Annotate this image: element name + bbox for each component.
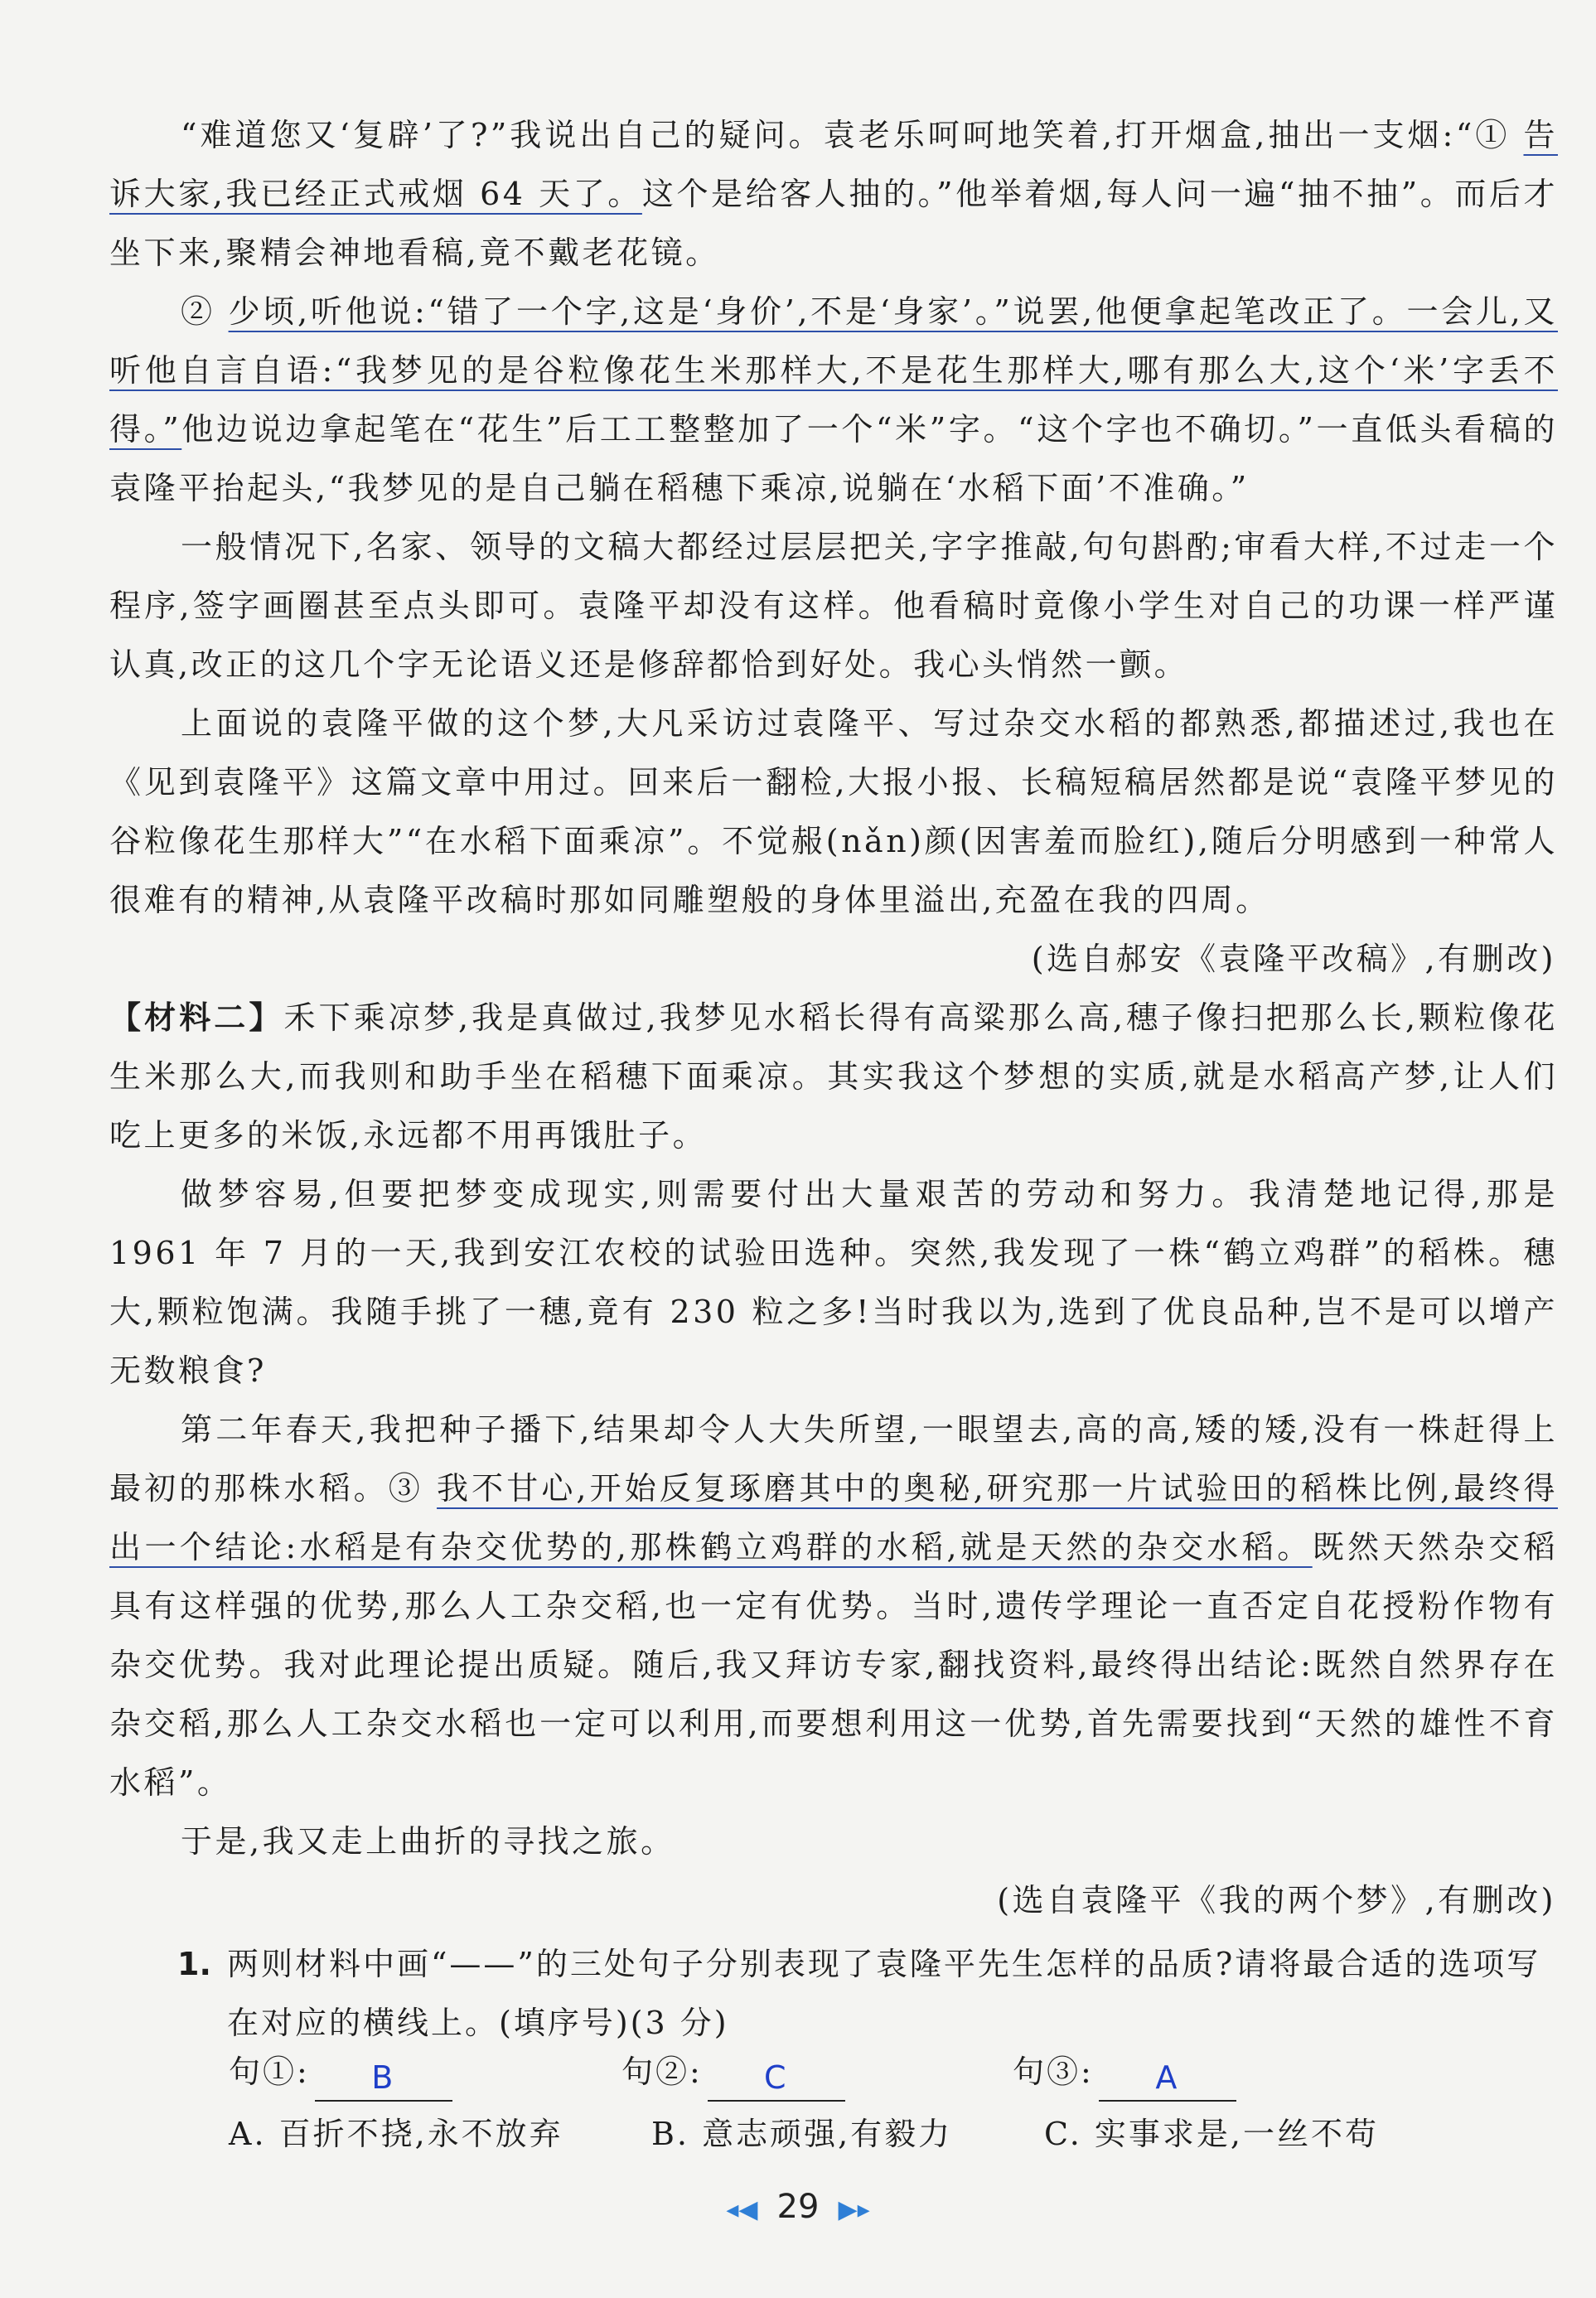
- text-span: 这个是给客人抽的。”他举着烟,每人问一遍“抽不抽”。而后才坐下来,聚精会神地看稿,竟不戴老花镜。: [109, 176, 1558, 271]
- answer-label: 句②:: [621, 2054, 703, 2090]
- answer-label: 句①:: [229, 2054, 310, 2090]
- next-page-arrow-icon[interactable]: ▶▸: [838, 2195, 870, 2224]
- prev-page-arrow-icon[interactable]: ◂◀: [726, 2195, 758, 2224]
- text-span: 禾下乘凉梦,我是真做过,我梦见水稻长得有高粱那么高,穗子像扫把那么长,颗粒像花生米那么大,而我则和助手坐在稻穗下面乘凉。其实我这个梦想的实质,就是水稻高产梦,让人们吃上更多的米饭,永远都不用再饿肚子。: [109, 999, 1558, 1154]
- material-2-paragraph-4: 于是,我又走上曲折的寻找之旅。: [181, 1823, 675, 1860]
- answer-item-1: [229, 2043, 452, 2102]
- material-label: 【材料二】: [109, 999, 284, 1036]
- option-b: B. 意志顽强,有毅力: [651, 2116, 953, 2152]
- options-row: [229, 2105, 1555, 2171]
- underlined-sentence-1: 告诉大家,我已经正式戒烟 64 天了。: [109, 117, 1558, 212]
- option-a: A. 百折不挠,永不放弃: [229, 2116, 563, 2152]
- page-footer: [0, 2188, 1596, 2238]
- answer-item-3: [1013, 2043, 1236, 2102]
- underlined-sentence-3: 我不甘心,开始反复琢磨其中的奥秘,研究那一片试验田的稻株比例,最终得出一个结论:水稻是有杂交优势的,那株鹤立鸡群的水稻,就是天然的杂交水稻。: [109, 1470, 1558, 1565]
- source-citation-2: (选自袁隆平《我的两个梦》,有删改): [997, 1882, 1556, 1918]
- paragraph-1: [109, 106, 1558, 283]
- source-citation-1: (选自郝安《袁隆平改稿》,有删改): [1031, 941, 1556, 977]
- question-text: 两则材料中画“——”的三处句子分别表现了袁隆平先生怎样的品质?请将最合适的选项写在对应的横线上。(填序号)(3 分): [227, 1946, 1541, 2041]
- material-2-paragraph-2: 做梦容易,但要把梦变成现实,则需要付出大量艰苦的劳动和努力。我清楚地记得,那是 1961 年 7 月的一天,我到安江农校的试验田选种。突然,我发现了一株“鹤立鸡群”的稻株。穗大,颗粒饱满。我随手挑了一穗,竟有 230 粒之多!当时我以为,选到了优良品种,岂不是可以增产无数粮食?: [109, 1176, 1558, 1389]
- answer-label: 句③:: [1013, 2054, 1094, 2090]
- paragraph-3: 一般情况下,名家、领导的文稿大都经过层层把关,字字推敲,句句斟酌;审看大样,不过走一个程序,签字画圈甚至点头即可。袁隆平却没有这样。他看稿时竟像小学生对自己的功课一样严谨认真,改正的这几个字无论语义还是修辞都恰到好处。我心头悄然一颤。: [109, 529, 1558, 683]
- material-2-paragraph-1: [109, 989, 1558, 1165]
- text-span: “难道您又‘复辟’了?”我说出自己的疑问。袁老乐呵呵地笑着,打开烟盒,抽出一支烟:“①: [181, 117, 1524, 153]
- paragraph-2: [109, 283, 1558, 518]
- answer-row: [229, 2043, 1555, 2109]
- answer-blank-1[interactable]: B: [315, 2055, 452, 2102]
- paragraph-4: 上面说的袁隆平做的这个梦,大凡采访过袁隆平、写过杂交水稻的都熟悉,都描述过,我也在《见到袁隆平》这篇文章中用过。回来后一翻检,大报小报、长稿短稿居然都是说“袁隆平梦见的谷粒像花生那样大”“在水稻下面乘凉”。不觉赧(nǎn)颜(因害羞而脸红),随后分明感到一种常人很难有的精神,从袁隆平改稿时那如同雕塑般的身体里溢出,充盈在我的四周。: [109, 705, 1558, 918]
- underlined-sentence-2: 少顷,听他说:“错了一个字,这是‘身价’,不是‘身家’。”说罢,他便拿起笔改正了。一会儿,又听他自言自语:“我梦见的是谷粒像花生米那样大,不是花生那样大,哪有那么大,这个‘米’字丢不得。”: [109, 293, 1558, 448]
- option-c: C. 实事求是,一丝不苟: [1044, 2116, 1379, 2152]
- text-span: ②: [181, 293, 229, 330]
- material-2-paragraph-3: [109, 1401, 1558, 1812]
- text-span: 他边说边拿起笔在“花生”后工工整整加了一个“米”字。“这个字也不确切。”一直低头看稿的袁隆平抬起头,“我梦见的是自己躺在稻穗下乘凉,说躺在‘水稻下面’不准确。”: [109, 411, 1558, 506]
- question-number: 1.: [177, 1946, 211, 1982]
- text-span: 既然天然杂交稻具有这样强的优势,那么人工杂交稻,也一定有优势。当时,遗传学理论一直否定自花授粉作物有杂交优势。我对此理论提出质疑。随后,我又拜访专家,翻找资料,最终得出结论:既然自然界存在杂交稻,那么人工杂交水稻也一定可以利用,而要想利用这一优势,首先需要找到“天然的雄性不育水稻”。: [109, 1529, 1558, 1801]
- page-number: 29: [776, 2188, 820, 2226]
- answer-blank-3[interactable]: A: [1099, 2055, 1236, 2102]
- answer-item-2: [621, 2043, 845, 2102]
- text-span: 第二年春天,我把种子播下,结果却令人大失所望,一眼望去,高的高,矮的矮,没有一株赶得上最初的那株水稻。③: [109, 1411, 1558, 1507]
- answer-blank-2[interactable]: C: [708, 2055, 845, 2102]
